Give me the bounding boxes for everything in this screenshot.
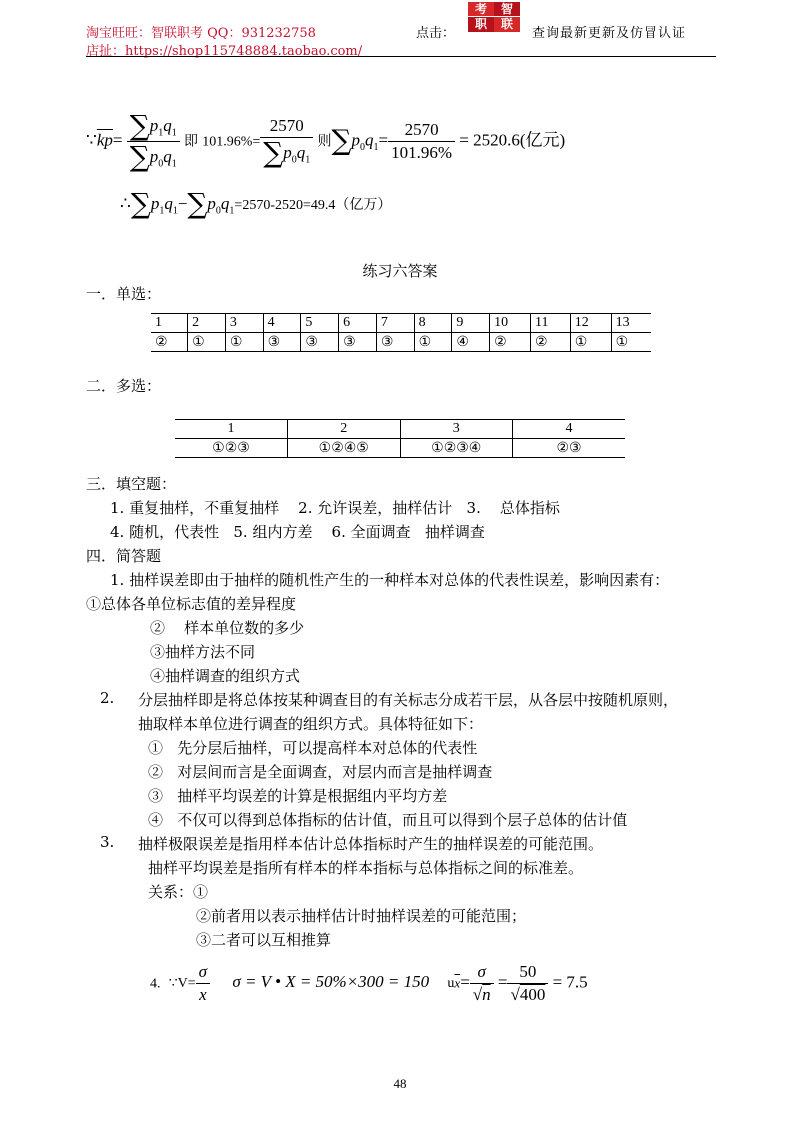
table-cell: ① — [225, 333, 263, 352]
table-row — [151, 314, 651, 333]
fill-blank-line-1: 1. 重复抽样，不重复抽样 2. 允许误差，抽样估计 3. 总体指标 — [110, 499, 560, 517]
q2-item-3: ③ 抽样平均误差的计算是根据组内平均方差 — [148, 787, 448, 805]
page-number: 48 — [393, 1076, 407, 1091]
section-3-label: 三．填空题： — [86, 475, 177, 493]
table-cell: 4 — [513, 420, 626, 439]
table-cell: ①②④⑤ — [288, 439, 401, 458]
formula-1: $\because\overline{kp}=$ $\frac{\sum p_1q_1}{\sum p_0q_1}$ 即 101.96%= $\frac{2570}{\sum p_0q_1}$ 则$\sum p_0q_1=$ $\frac{2570}{101.96\%}$ = 2520.6(亿元) — [86, 109, 566, 173]
page-title: 练习六答案 — [362, 262, 438, 280]
table-cell: 7 — [376, 314, 414, 333]
section-2-label: 二．多选： — [86, 377, 162, 395]
q2-item-1: ① 先分层后抽样，可以提高样本对总体的代表性 — [148, 739, 478, 757]
q2-text-1: 分层抽样即是将总体按某种调查目的有关标志分成若干层，从各层中按随机原则， — [138, 691, 679, 709]
logo-char-4: 联 — [494, 17, 520, 32]
q2-item-2: ② 对层间而言是全面调查，对层内而言是抽样调查 — [148, 763, 493, 781]
table-cell: 12 — [570, 314, 611, 333]
q2-number: 2. — [100, 689, 115, 707]
header-verify-text: 查询最新更新及仿冒认证 — [532, 26, 687, 41]
q1-item-3: ③抽样方法不同 — [150, 643, 256, 661]
single-choice-table — [151, 313, 651, 352]
table-cell: 1 — [175, 420, 288, 439]
table-cell: ③ — [376, 333, 414, 352]
q3-text-2: 抽样平均误差是指所有样本的样本指标与总体指标之间的标准差。 — [148, 859, 584, 877]
section-4-label: 四．简答题 — [86, 547, 162, 565]
table-cell: 1 — [151, 314, 188, 333]
q1-item-1: ①总体各单位标志值的差异程度 — [86, 595, 297, 613]
q2-text-2: 抽取样本单位进行调查的组织方式。具体特征如下： — [138, 715, 484, 733]
table-cell: ① — [414, 333, 452, 352]
table-cell: ② — [531, 333, 571, 352]
q3-item-2: ③二者可以互相推算 — [196, 931, 332, 949]
table-cell: ①②③④ — [400, 439, 513, 458]
q3-text-1: 抽样极限误差是指用样本估计总体指标时产生的抽样误差的可能范围。 — [138, 835, 604, 853]
q1-item-4: ④抽样调查的组织方式 — [150, 667, 301, 685]
table-cell: 13 — [611, 314, 651, 333]
table-cell: ① — [570, 333, 611, 352]
table-cell: 4 — [263, 314, 301, 333]
formula-2: $\therefore\sum p_1q_1-\sum p_0q_1=2570-2520=49.4$（亿万） — [120, 187, 392, 220]
table-row — [175, 420, 625, 439]
table-cell: 2 — [288, 420, 401, 439]
table-cell: ② — [490, 333, 531, 352]
multi-choice-table — [175, 419, 625, 458]
fill-blank-line-2: 4. 随机，代表性 5. 组内方差 6. 全面调查 抽样调查 — [110, 523, 485, 541]
q1-intro: 1. 抽样误差即由于抽样的随机性产生的一种样本对总体的代表性误差，影响因素有： — [110, 571, 670, 589]
q2-item-4: ④ 不仅可以得到总体指标的估计值，而且可以得到个层子总体的估计值 — [148, 811, 628, 829]
table-cell: 11 — [531, 314, 571, 333]
table-cell: ②③ — [513, 439, 626, 458]
header-shop-url[interactable]: 店扯：https://shop115748884.taobao.com/ — [86, 44, 363, 59]
table-cell: 6 — [339, 314, 377, 333]
logo-char-2: 智 — [494, 2, 520, 16]
table-cell: ① — [611, 333, 651, 352]
table-cell: 3 — [225, 314, 263, 333]
logo-char-1: 考 — [468, 2, 494, 16]
table-cell: 5 — [301, 314, 339, 333]
table-cell: ① — [188, 333, 226, 352]
table-cell: 10 — [490, 314, 531, 333]
table-cell: ③ — [301, 333, 339, 352]
table-cell: ④ — [452, 333, 490, 352]
q4-formula: 4. ∵V= $\frac{\sigma}{x}$ σ = V • X = 50%×300 = 150 $u\overline{x}=$ $\frac{\sigma}{√n}$ = $\frac{50}{√400}$ = 7.5 — [150, 962, 588, 1004]
q3-relation: 关系：① — [148, 883, 209, 901]
header-divider — [86, 56, 716, 57]
table-row — [151, 333, 651, 352]
table-cell: 3 — [400, 420, 513, 439]
table-cell: ② — [151, 333, 188, 352]
header-click-label: 点击： — [416, 26, 456, 41]
table-cell: ③ — [339, 333, 377, 352]
table-cell: 9 — [452, 314, 490, 333]
table-cell: ③ — [263, 333, 301, 352]
logo-char-3: 职 — [468, 17, 494, 32]
q1-item-2: ② 样本单位数的多少 — [150, 619, 305, 637]
q3-number: 3. — [100, 833, 115, 851]
table-cell: 2 — [188, 314, 226, 333]
table-cell: ①②③ — [175, 439, 288, 458]
section-1-label: 一．单选： — [86, 285, 162, 303]
table-row — [175, 439, 625, 458]
table-cell: 8 — [414, 314, 452, 333]
q3-item-1: ②前者用以表示抽样估计时抽样误差的可能范围； — [196, 907, 527, 925]
logo[interactable] — [468, 2, 520, 32]
header-shop-line: 淘宝旺旺：智联职考 QQ：931232758 — [86, 26, 316, 41]
